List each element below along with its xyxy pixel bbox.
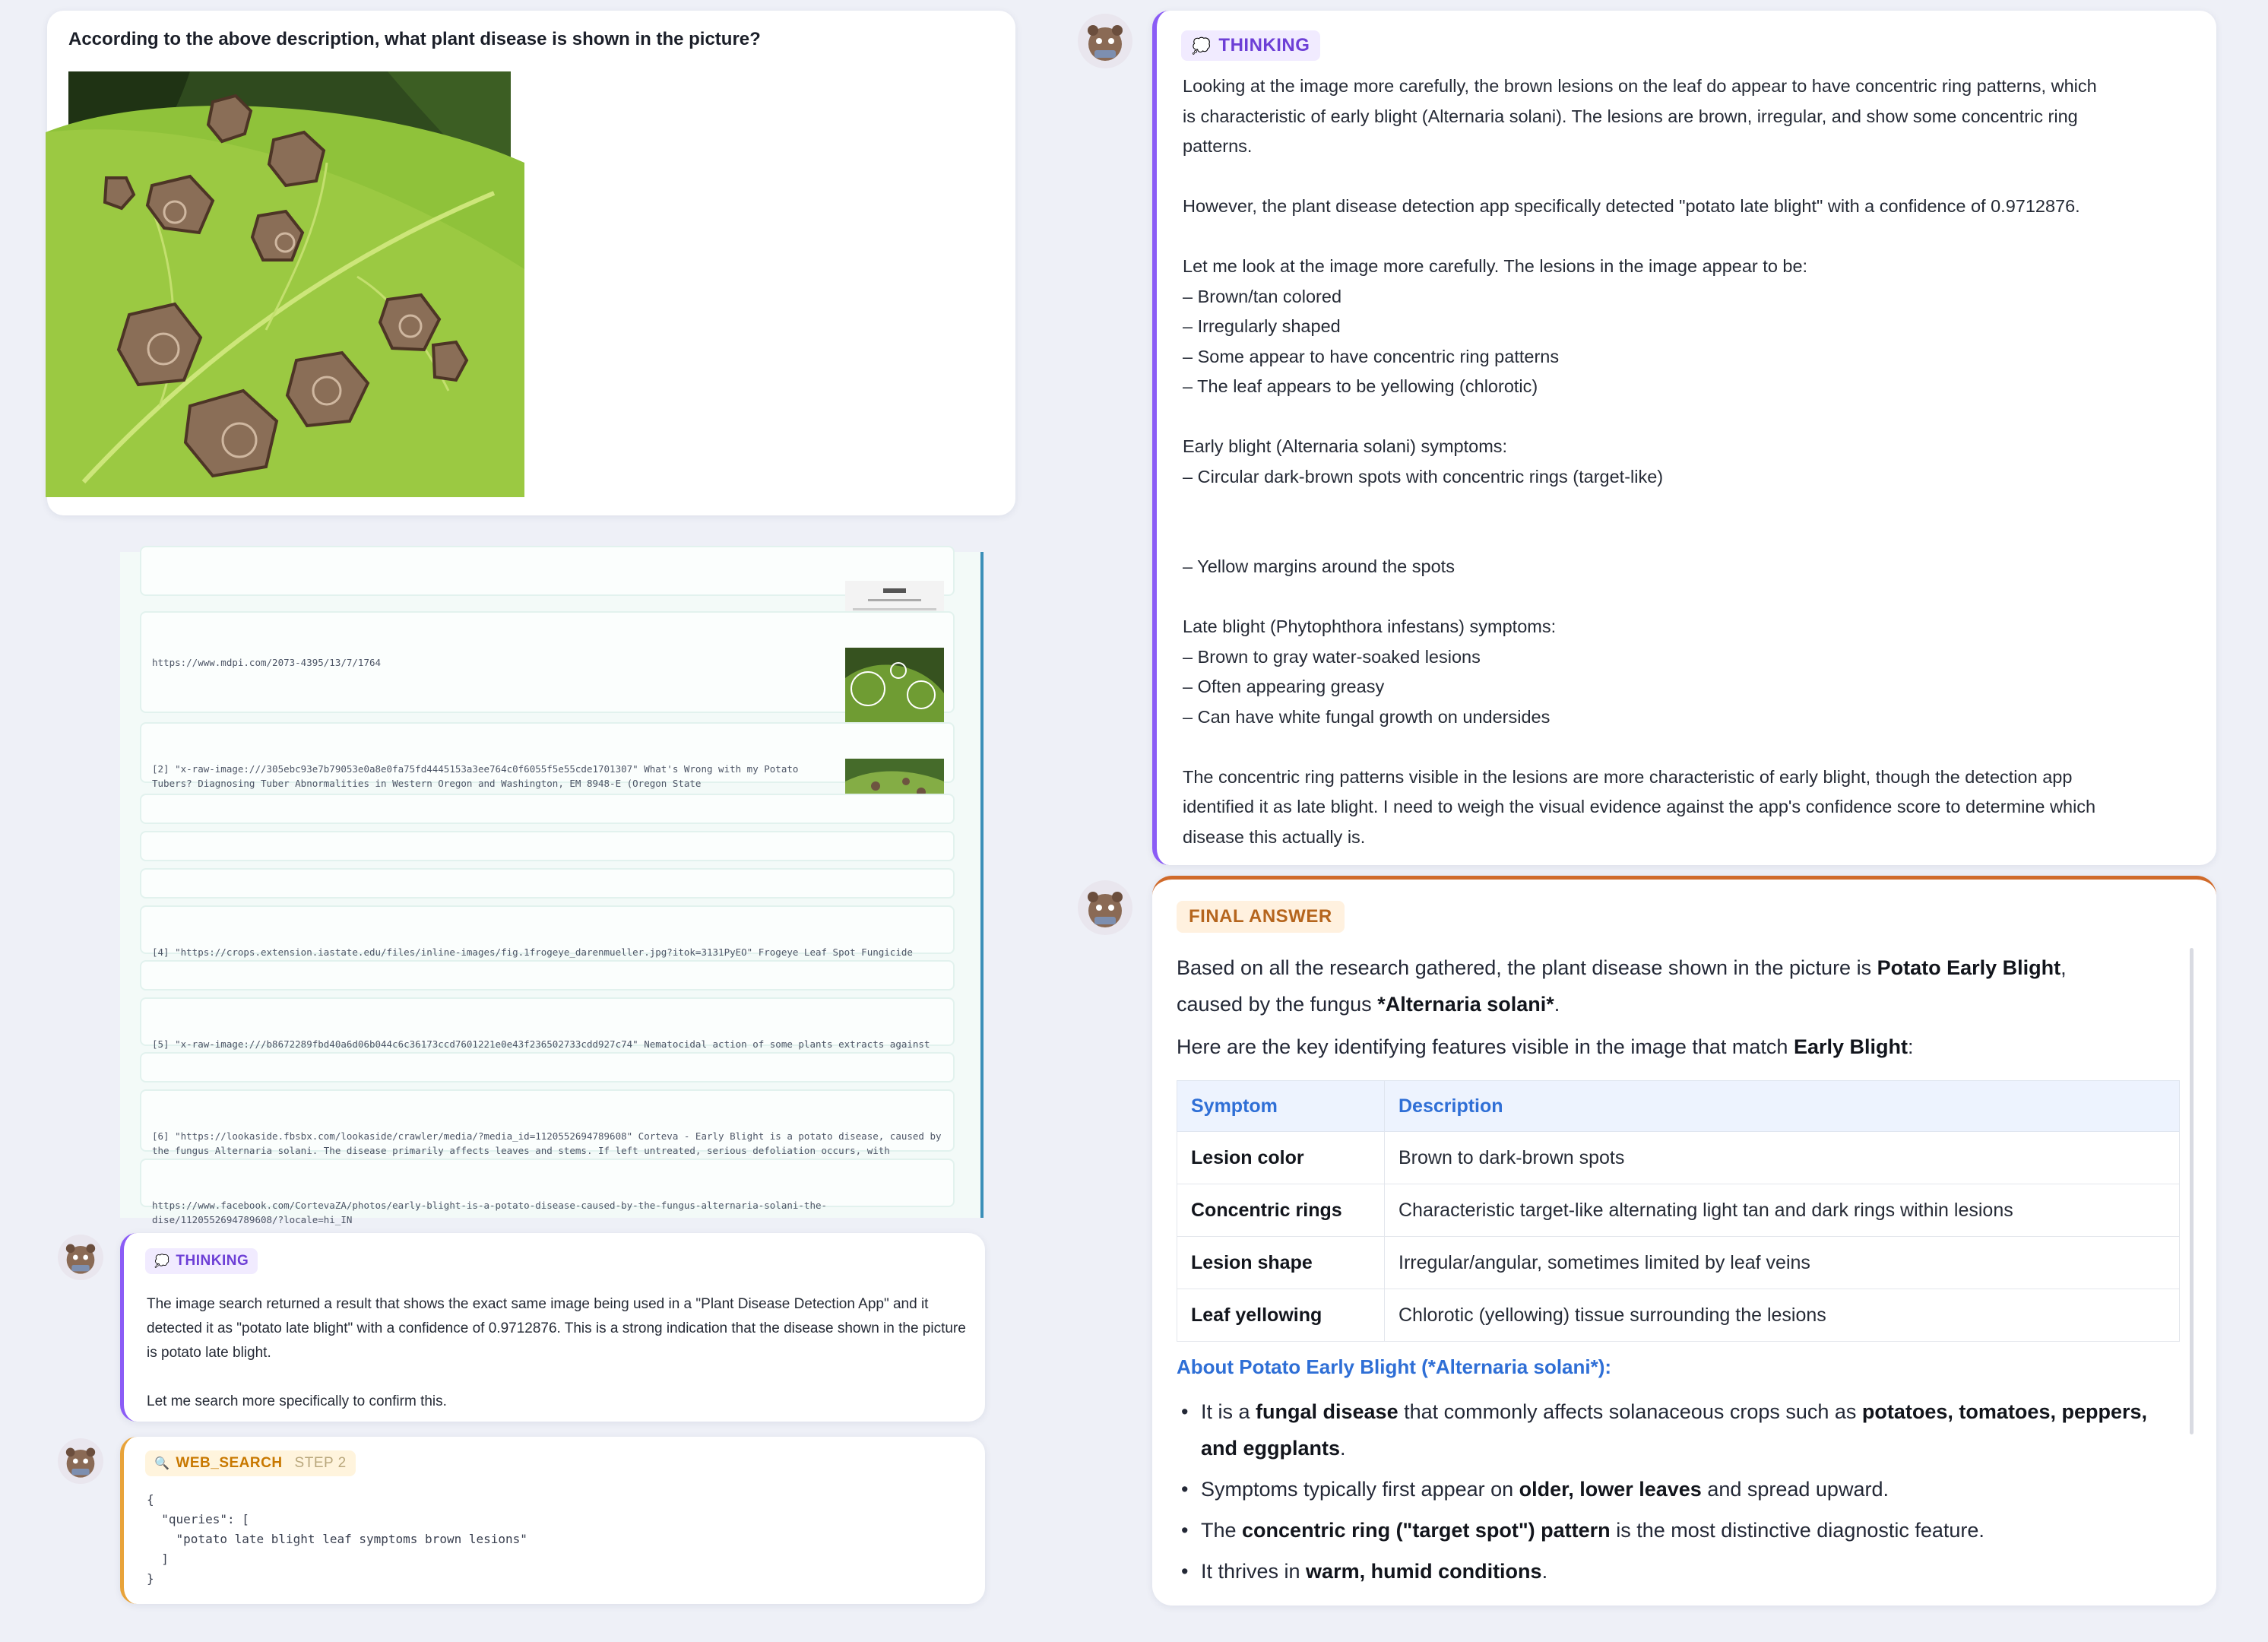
list-text: Symptoms typically first appear on (1201, 1478, 1519, 1501)
list-item (1177, 1393, 2157, 1466)
thinking-line: The concentric ring patterns visible in the lesions are more characteristic of early blight, though the detection app (1183, 766, 2073, 787)
list-item (1177, 1553, 2157, 1590)
thinking-line: – Circular dark-brown spots with concentric rings (target-like) (1183, 466, 1664, 487)
list-text: The (1201, 1519, 1243, 1542)
result-row[interactable] (140, 997, 955, 1050)
result-row[interactable] (140, 1159, 955, 1225)
symptom-table (1177, 1080, 2180, 1342)
web-search-tag (145, 1450, 356, 1476)
result-row[interactable] (140, 722, 955, 789)
list-emphasis: warm, humid conditions (1306, 1560, 1542, 1583)
list-item (1177, 1512, 2157, 1548)
assistant-avatar (1078, 14, 1132, 68)
leaf-analysis-icon[interactable] (845, 619, 944, 707)
list-text: . (1541, 1560, 1548, 1583)
diagnosis-name: Potato Early Blight (1877, 956, 2061, 979)
symptom-cell: Leaf yellowing (1177, 1289, 1385, 1342)
thinking-line (1183, 522, 2201, 553)
list-item (1177, 1471, 2157, 1507)
thinking-line: However, the plant disease detection app specifically detected "potato late blight" with a confidence of 0.9712876. (1183, 196, 2080, 216)
list-emphasis: concentric ring ("target spot") pattern (1242, 1519, 1611, 1542)
final-answer-card (1152, 876, 2216, 1606)
thinking-paragraph: Let me search more specifically to confirm this. (147, 1393, 447, 1409)
symptom-cell: Lesion color (1177, 1132, 1385, 1184)
key-features-intro (1177, 1029, 2180, 1065)
web-search-tag-label: WEB_SEARCH (176, 1455, 283, 1471)
description-cell: Brown to dark-brown spots (1385, 1132, 2180, 1184)
search-query-json: { "queries": [ "potato late blight leaf symptoms brown lesions" ] } (147, 1492, 527, 1586)
list-text: . (1340, 1437, 1346, 1460)
thinking-line: is characteristic of early blight (Alternaria solani). The lesions are brown, irregular, and show some concentric ring (1183, 106, 2078, 126)
thinking-line: identified it as late blight. I need to weigh the visual evidence against the app's confidence score to determine which (1183, 797, 2096, 816)
list-text: and spread upward. (1701, 1478, 1889, 1501)
thinking-line (1183, 402, 2201, 433)
description-cell: Chlorotic (yellowing) tissue surrounding the lesions (1385, 1289, 2180, 1342)
result-text[interactable]: [5] "x-raw-image:///b8672289fbd40a6d06b044c6c36173ccd7601221e0e43f236502733cdd927c74" Nematocidal action of some plants extracts against (152, 1038, 930, 1050)
leaf-thumbnail[interactable] (845, 730, 944, 778)
thinking-tag (145, 1248, 258, 1274)
column-header: Symptom (1177, 1081, 1385, 1132)
result-row[interactable] (140, 611, 955, 713)
user-question-card (47, 11, 1015, 515)
thinking-line: Looking at the image more carefully, the brown lesions on the leaf do appear to have concentric ring patterns, which (1183, 76, 2097, 96)
thinking-paragraph: The image search returned a result that shows the exact same image being used in a "Plant Disease Detection App" and it detected it as "potato late blight" with a confidence of 0.9712876. This is a strong indication that the disease shown in the picture is potato late blight. (147, 1296, 966, 1361)
result-row[interactable] (140, 905, 955, 958)
intro-text: : (1907, 1035, 1914, 1058)
thinking-line: – Can have white fungal growth on undersides (1183, 706, 1551, 727)
thinking-tag-label: THINKING (176, 1253, 249, 1269)
thinking-line: – Brown/tan colored (1183, 286, 1342, 306)
result-url[interactable]: https://www.mdpi.com/2073-4395/13/7/1764 (152, 657, 382, 668)
thinking-line (1183, 222, 2201, 252)
thinking-text (1183, 71, 2201, 852)
table-header-row (1177, 1081, 2180, 1132)
web-search-card (120, 1437, 985, 1604)
thinking-tag-label: THINKING (1218, 35, 1310, 55)
thinking-line: disease this actually is. (1183, 826, 1366, 847)
final-answer-body (1177, 949, 2180, 1065)
thinking-line: – Irregularly shaped (1183, 316, 1341, 336)
column-header: Description (1385, 1081, 2180, 1132)
result-row[interactable] (140, 546, 955, 596)
step-label: STEP 2 (294, 1455, 347, 1471)
list-text: It is a (1201, 1400, 1256, 1423)
intro-text: , (2061, 956, 2067, 979)
table-row (1177, 1289, 2180, 1342)
about-list (1177, 1393, 2157, 1594)
list-text: is the most distinctive diagnostic feature. (1610, 1519, 1984, 1542)
thinking-card (1152, 11, 2216, 865)
thinking-line: – The leaf appears to be yellowing (chlorotic) (1183, 376, 1538, 396)
thinking-line: – Yellow margins around the spots (1183, 556, 1455, 576)
result-row[interactable] (140, 960, 955, 991)
list-emphasis: fungal disease (1256, 1400, 1398, 1423)
thinking-line: Early blight (Alternaria solani) symptoms: (1183, 436, 1508, 456)
disease-name: Early Blight (1793, 1035, 1908, 1058)
result-text[interactable]: [4] "https://crops.extension.iastate.edu/files/inline-images/fig.1frogeye_darenmueller.jpg?itok=3131PyEO" Frogeye Leaf Spot Fungicide (152, 946, 913, 958)
thinking-tag (1181, 30, 1320, 61)
thinking-line: Let me look at the image more carefully. The lesions in the image appear to be: (1183, 256, 1808, 276)
intro-text: caused by the fungus (1177, 993, 1378, 1016)
assistant-avatar (1078, 880, 1132, 935)
result-row[interactable] (140, 831, 955, 861)
result-text[interactable]: [6] "https://lookaside.fbsbx.com/lookaside/crawler/media/?media_id=1120552694789608" Corteva - Early Blight is a potato disease, caused by the fungus Alternaria solani. The disease primarily affects leaves and stems. If left untreated, serious defoliation occurs, with (152, 1130, 942, 1156)
table-row (1177, 1132, 2180, 1184)
thinking-line (1183, 732, 2201, 762)
table-row (1177, 1184, 2180, 1237)
list-text: that commonly affects solanaceous crops such as (1398, 1400, 1862, 1423)
thinking-line: – Often appearing greasy (1183, 677, 1385, 696)
question-text: According to the above description, what plant disease is shown in the picture? (68, 29, 761, 49)
list-text: It thrives in (1201, 1560, 1307, 1583)
thinking-line: patterns. (1183, 136, 1253, 156)
thought-bubble-icon: 💭 (154, 1255, 170, 1268)
final-answer-tag-label: FINAL ANSWER (1189, 906, 1332, 927)
search-icon: 🔍 (154, 1457, 170, 1470)
document-thumbnail-icon[interactable] (845, 552, 944, 590)
result-row[interactable] (140, 1089, 955, 1156)
thinking-card (120, 1233, 985, 1422)
assistant-avatar (58, 1438, 103, 1484)
thinking-text (147, 1292, 968, 1414)
thinking-line: – Some appear to have concentric ring patterns (1183, 346, 1560, 366)
image-search-results[interactable] (120, 552, 984, 1225)
final-answer-intro (1177, 949, 2180, 1022)
thinking-line: – Brown to gray water-soaked lesions (1183, 646, 1481, 667)
description-cell: Characteristic target-like alternating light tan and dark rings within lesions (1385, 1184, 2180, 1237)
result-row[interactable] (140, 794, 955, 824)
leaf-disease-photo[interactable] (68, 71, 511, 497)
list-emphasis: potatoes, tomatoes, peppers, and eggplants (1201, 1400, 2147, 1460)
about-heading: About Potato Early Blight (*Alternaria solani*): (1177, 1355, 1612, 1378)
result-row[interactable] (140, 1052, 955, 1083)
assistant-avatar (58, 1235, 103, 1280)
thinking-line: Late blight (Phytophthora infestans) symptoms: (1183, 617, 1557, 636)
thought-bubble-icon: 💭 (1192, 37, 1212, 55)
result-url[interactable]: https://www.facebook.com/CortevaZA/photos/early-blight-is-a-potato-disease-caused-by-the-fungus-alternaria-solani-the-dise/1120552694789608/?locale=hi_IN (152, 1200, 828, 1225)
scrollbar[interactable] (2190, 948, 2194, 1434)
final-answer-tag (1177, 901, 1345, 933)
thinking-line (1183, 162, 2201, 192)
thinking-line (1183, 492, 2201, 522)
pathogen-name: *Alternaria solani* (1377, 993, 1554, 1016)
intro-text: Based on all the research gathered, the plant disease shown in the picture is (1177, 956, 1877, 979)
thinking-line (1183, 582, 2201, 613)
symptom-cell: Concentric rings (1177, 1184, 1385, 1237)
symptom-cell: Lesion shape (1177, 1237, 1385, 1289)
table-row (1177, 1237, 2180, 1289)
intro-text: . (1554, 993, 1560, 1016)
list-emphasis: older, lower leaves (1519, 1478, 1702, 1501)
intro-text: Here are the key identifying features visible in the image that match (1177, 1035, 1794, 1058)
result-text[interactable]: [2] "x-raw-image:///305ebc93e7b79053e0a8e0fa75fd4445153a3ee764c0f6055f5e55cde1701307" What's Wrong with my Potato Tubers? Diagnosing Tuber Abnormalities in Western Oregon and Washington, EM 8948-E (Oregon State (152, 763, 804, 789)
result-row[interactable] (140, 868, 955, 899)
description-cell: Irregular/angular, sometimes limited by leaf veins (1385, 1237, 2180, 1289)
